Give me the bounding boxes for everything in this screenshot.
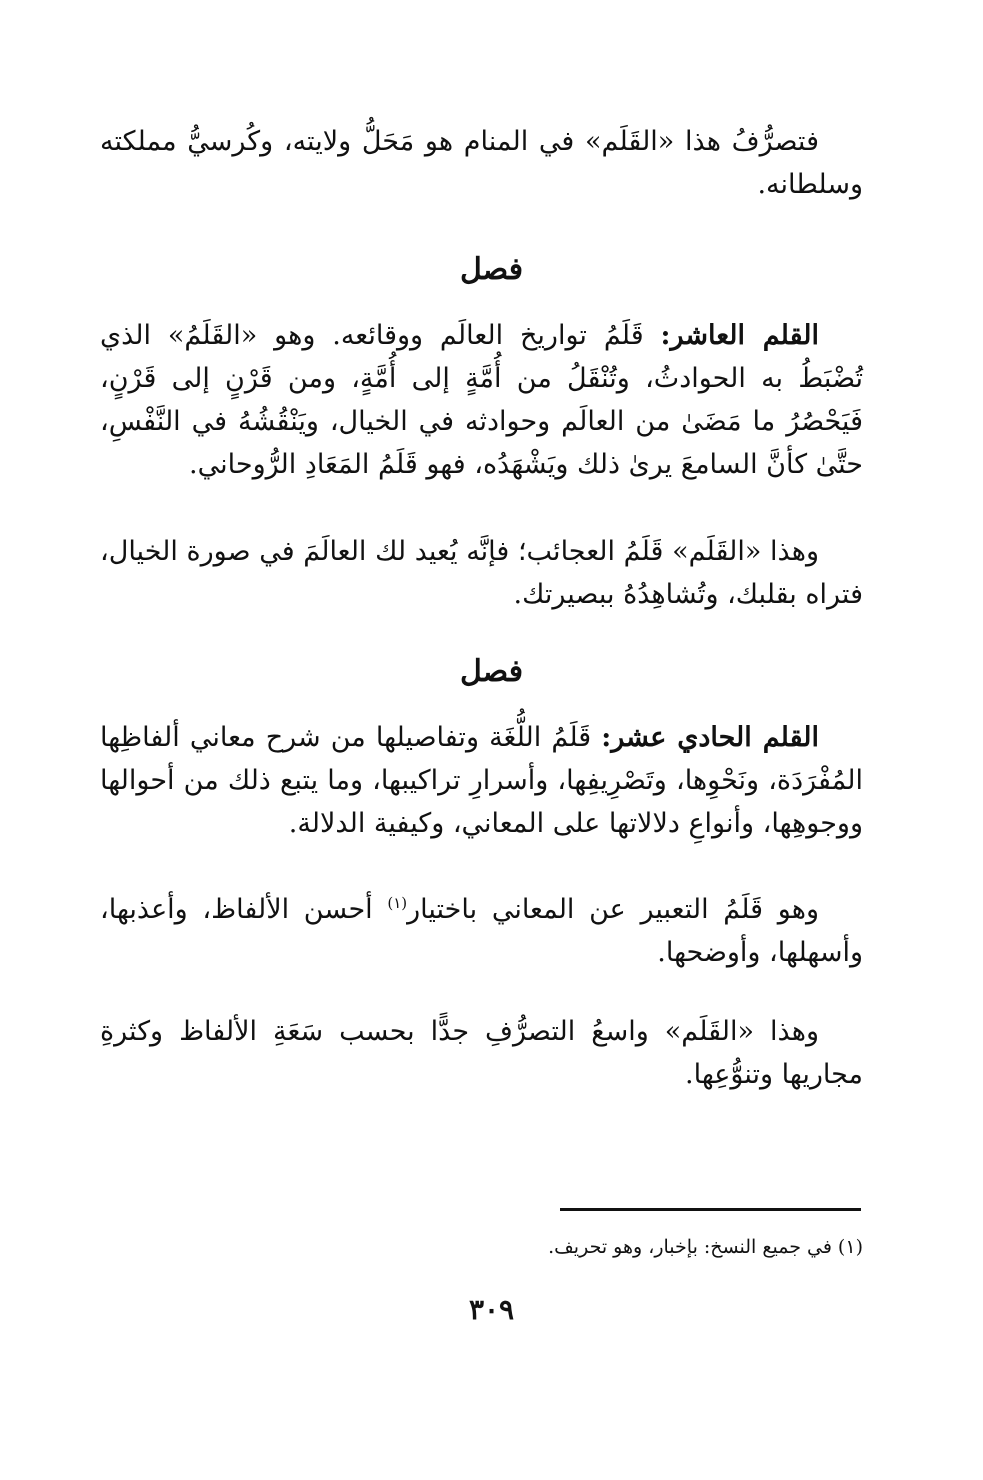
paragraph-lead-eleventh-pen: القلم الحادي عشر: [601, 722, 819, 753]
section-heading-fasl-2: فصل [459, 654, 524, 689]
paragraph-wonders-pen: وهذا «القَلَم» قَلَمُ العجائب؛ فإنَّه يُعيد لك العالَمَ في صورة الخيال، فتراه بقلبك، وتُشاهِدُهُ ببصيرتك. [100, 536, 863, 610]
paragraph-lead-tenth-pen: القلم العاشر: [660, 320, 819, 351]
paragraph-continuation: فتصرُّفُ هذا «القَلَم» في المنام هو مَحَلُّ ولايته، وكُرسيُّ مملكته وسلطانه. [100, 126, 863, 200]
paragraph-body-eleventh-pen: قَلَمُ اللُّغَة وتفاصيلها من شرح معاني ألفاظِها المُفْرَدَة، ونَحْوِها، وتَصْرِيفِها، وأسرارِ تراكيبها، وما يتبع ذلك من أحوالها ووجوهِها، وأنواعِ دلالاتها على المعاني، وكيفية الدلالة. [100, 722, 863, 839]
paragraph-body-tenth-pen: قَلَمُ تواريخ العالَم ووقائعه. وهو «القَلَمُ» الذي تُضْبَطُ به الحوادثُ، وتُنْقَلُ من أُمَّةٍ إلى أُمَّةٍ، ومن قَرْنٍ إلى قَرْنٍ، فَيَحْصُرُ ما مَضَىٰ من العالَم وحوادثه في الخيال، ويَنْقُشُهُ في النَّفْسِ، حتَّىٰ كأنَّ السامعَ يرىٰ ذلك ويَشْهَدُه، فهو قَلَمُ المَعَادِ الرُّوحاني. [100, 320, 863, 480]
footnote: (١) في جميع النسخ: بإخبار، وهو تحريف. [548, 1236, 863, 1258]
text-block-5 [100, 888, 863, 974]
text-block-2 [100, 314, 863, 486]
text-block-3 [100, 530, 863, 616]
paragraph-expression-part-a: وهو قَلَمُ التعبير عن المعاني باختيار [407, 894, 820, 925]
text-block-4 [100, 716, 863, 845]
page-number: ٣٠٩ [468, 1293, 515, 1326]
paragraph-expression-part-b: أحسن الألفاظ، وأعذبها، وأسهلها، وأوضحها. [100, 894, 863, 968]
paragraph-breadth-pen: وهذا «القَلَم» واسعُ التصرُّفِ جدًّا بحسب سَعَةِ الألفاظ وكثرةِ مجاريها وتنوُّعِها. [100, 1016, 863, 1090]
text-block-6 [100, 1010, 863, 1096]
paragraph-eleventh-pen [100, 716, 863, 845]
text-block-1 [100, 120, 863, 206]
section-heading-fasl-1: فصل [459, 252, 524, 287]
paragraph-expression-pen [100, 888, 863, 974]
footnote-divider [560, 1208, 861, 1211]
footnote-reference[interactable]: (١) [387, 894, 408, 912]
paragraph-tenth-pen [100, 314, 863, 486]
